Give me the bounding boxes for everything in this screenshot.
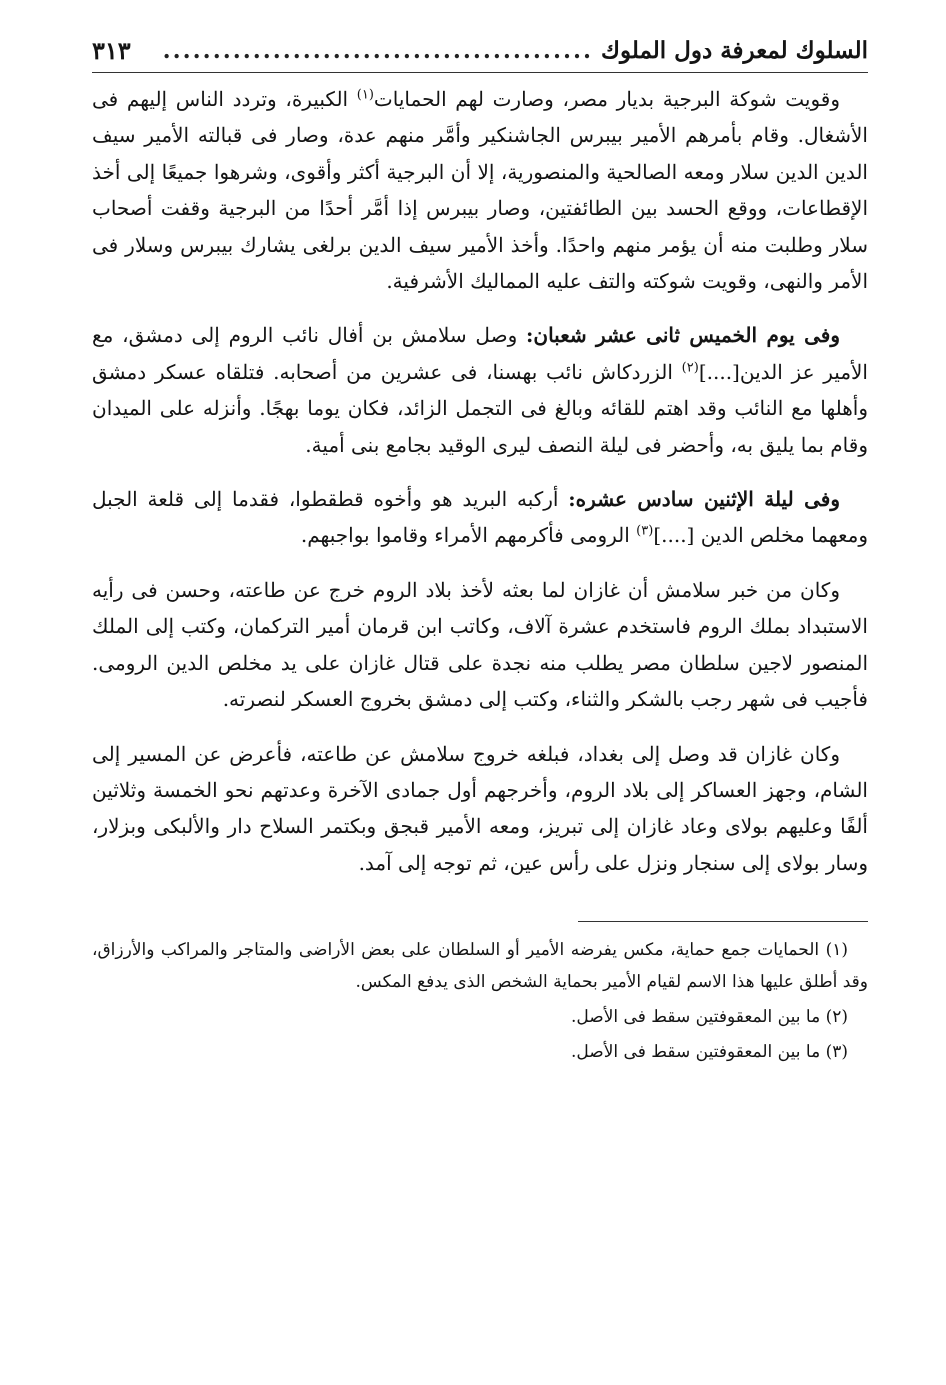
header-leader-dots: ........................................... bbox=[162, 37, 593, 64]
paragraph-text: وصل سلامش بن أفال نائب الروم إلى دمشق، مع الأمير عز الدين[....] bbox=[92, 323, 868, 384]
footnote-2: (٢) ما بين المعقوفتين سقط فى الأصل. bbox=[571, 1007, 848, 1028]
footnote-marker: (٢) bbox=[681, 360, 699, 376]
footnote-3: (٣) ما بين المعقوفتين سقط فى الأصل. bbox=[571, 1042, 848, 1063]
paragraph-4 bbox=[92, 572, 868, 718]
paragraph-text: وقويت شوكة البرجية بديار مصر، وصارت لهم الحمايات bbox=[373, 87, 840, 111]
paragraph-3 bbox=[92, 481, 868, 554]
footnotes bbox=[92, 934, 868, 1068]
book-page bbox=[92, 30, 868, 1360]
paragraph-text: وكان غازان قد وصل إلى بغداد، فبلغه خروج سلامش عن طاعته، فأعرض عن المسير إلى الشام، وجهز العساكر إلى بلاد الروم، وأخرجهم أول جمادى الآخرة وعدتهم نحو الخمسة وثلاثين ألفًا وعليهم بولاى وعاد غازان إلى تبريز، ومعه الأمير قبجق وبكتمر السلاح دار والألبكى وبزلار، وسار بولاى إلى سنجار ونزل على رأس عين، ثم توجه إلى آمد. bbox=[92, 741, 868, 875]
main-text bbox=[92, 81, 868, 881]
paragraph-date-heading: وفى يوم الخميس ثانى عشر شعبان: bbox=[526, 323, 841, 348]
page-number: ٣١٣ bbox=[92, 36, 131, 65]
paragraph-date-heading: وفى ليلة الإثنين سادس عشره: bbox=[568, 487, 840, 512]
paragraph-text-tail: الكبيرة، وتردد الناس إليهم فى الأشغال. وقام بأمرهم الأمير بيبرس الجاشنكير وأمَّر منهم عدة، وصار فى قبالته الأمير سيف الدين الدين سلار ومعه الصالحية والمنصورية، إلا أن البرجية أكثر وأقوى، وشرهوا جميعًا إلى أخذ الإقطاعات، ووقع الحسد بين الطائفتين، وصار بيبرس إذا أمَّر أحدًا من البرجية وقفت أصحاب سلار وطلبت منه أن يؤمر منهم واحدًا. وأخذ الأمير سيف الدين برلغى يشارك بيبرس وسلار فى الأمر والنهى، وقويت شوكته والتف عليه المماليك الأشرفية. bbox=[92, 87, 868, 294]
paragraph-text-tail: الزردكاش نائب بهسنا، فى عشرين من أصحابه. فتلقاه عسكر دمشق وأهلها مع النائب وقد اهتم للقائه وبالغ فى التجمل الزائد، فكان يوما بهجًا. وأنزله على الميدان وقام بما يليق به، وأحضر فى ليلة النصف ليرى الوقيد بجامع بنى أمية. bbox=[92, 359, 869, 457]
paragraph-text: وكان من خبر سلامش أن غازان لما بعثه لأخذ بلاد الروم خرج عن طاعته، وحسن فى رأيه الاستبداد بملك الروم فاستخدم عشرة آلاف، وكاتب ابن قرمان أمير التركمان، وكتب إلى الملك المنصور لاجين سلطان مصر يطلب منه نجدة على قتال غازان على يد مخلص الدين الرومى. فأجيب فى شهر رجب بالشكر والثناء، وكتب إلى دمشق بخروج العسكر لنصرته. bbox=[92, 577, 868, 712]
footnote-marker: (٣) bbox=[636, 523, 654, 539]
paragraph-text-tail: الرومى فأكرمهم الأمراء وقاموا بواجبهم. bbox=[300, 523, 637, 548]
paragraph-5 bbox=[92, 736, 868, 882]
footnote-separator bbox=[578, 921, 868, 922]
paragraph-text: أركبه البريد هو وأخوه قطقطوا، فقدما إلى قلعة الجبل ومعهما مخلص الدين [....] bbox=[92, 487, 868, 548]
footnote-marker: (١) bbox=[356, 87, 374, 103]
paragraph-2 bbox=[92, 317, 868, 463]
paragraph-1 bbox=[92, 81, 868, 299]
footnote-1: (١) الحمايات جمع حماية، مكس يفرضه الأمير أو السلطان على بعض الأراضى والمتاجر والمراكب والأرزاق، وقد أطلق عليها هذا الاسم لقيام الأمير بحماية الشخص الذى يدفع المكس. bbox=[92, 940, 868, 993]
running-header bbox=[92, 30, 868, 73]
book-title: السلوك لمعرفة دول الملوك bbox=[600, 37, 868, 64]
